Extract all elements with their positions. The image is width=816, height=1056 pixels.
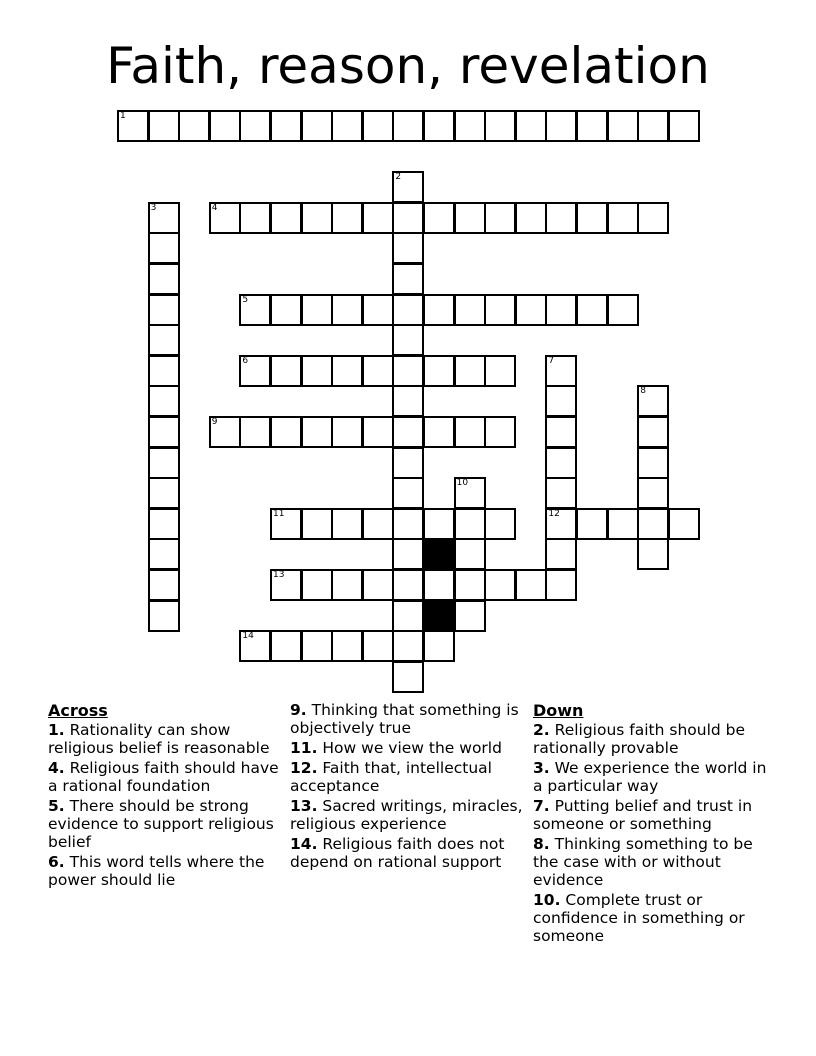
down-clues-column [533,701,769,947]
grid-cell[interactable] [270,355,302,387]
clue-item [48,853,284,889]
grid-cell[interactable] [392,447,424,479]
grid-cell[interactable] [392,232,424,264]
grid-cell[interactable] [392,385,424,417]
grid-cell[interactable] [148,477,180,509]
clue-text: How we view the world [317,739,502,757]
clue-item [48,759,284,795]
grid-cell[interactable] [484,355,516,387]
clue-text: Putting belief and trust in someone or something [533,797,753,833]
clue-number-label: 6. [48,853,65,871]
clue-number: 5 [242,294,249,305]
grid-cell[interactable] [331,508,363,540]
grid-cell[interactable] [545,477,577,509]
grid-cell[interactable] [637,538,669,570]
grid-cell[interactable] [362,508,394,540]
grid-cell[interactable] [148,569,180,601]
grid-cell[interactable] [148,202,180,234]
grid-cell[interactable] [392,538,424,570]
grid-cell[interactable] [454,538,486,570]
clue-text: Rationality can show religious belief is reasonable [48,721,270,757]
grid-cell[interactable] [637,447,669,479]
grid-cell[interactable] [209,110,241,142]
clue-number: 6 [242,355,249,366]
grid-cell[interactable] [392,202,424,234]
grid-cell[interactable] [637,110,669,142]
clue-number-label: 10. [533,891,561,909]
grid-cell[interactable] [392,661,424,693]
grid-cell[interactable] [484,416,516,448]
grid-cell[interactable] [545,447,577,479]
grid-cell[interactable] [668,508,700,540]
clue-item [533,835,769,889]
clue-text: Sacred writings, miracles, religious experience [290,797,523,833]
clue-number-label: 5. [48,797,65,815]
grid-cell[interactable] [454,416,486,448]
grid-cell[interactable] [392,263,424,295]
grid-cell[interactable] [454,477,486,509]
grid-cell[interactable] [392,416,424,448]
clue-number-label: 3. [533,759,550,777]
grid-cell[interactable] [423,294,455,326]
grid-cell[interactable] [148,232,180,264]
clue-item [48,797,284,851]
grid-cell[interactable] [239,294,271,326]
grid-cell[interactable] [239,416,271,448]
grid-cell[interactable] [423,355,455,387]
grid-cell[interactable] [362,569,394,601]
clue-number-label: 14. [290,835,318,853]
clue-text: Religious faith should be rationally provable [533,721,746,757]
puzzle-title: Faith, reason, revelation [106,37,710,95]
grid-cell[interactable] [454,355,486,387]
grid-cell[interactable] [270,630,302,662]
grid-cell[interactable] [545,385,577,417]
grid-cell[interactable] [148,508,180,540]
grid-cell[interactable] [423,630,455,662]
clue-item [290,797,526,833]
grid-cell[interactable] [148,110,180,142]
grid-cell[interactable] [148,447,180,479]
grid-cell[interactable] [392,324,424,356]
grid-cell[interactable] [117,110,149,142]
grid-cell[interactable] [423,508,455,540]
clue-number: 13 [273,570,285,580]
grid-cell[interactable] [392,477,424,509]
grid-cell[interactable] [270,294,302,326]
grid-cell[interactable] [270,569,302,601]
clue-number: 1 [120,111,126,121]
grid-cell[interactable] [637,508,669,540]
grid-cell[interactable] [148,600,180,632]
clue-item [290,759,526,795]
clue-text: Faith that, intellectual acceptance [290,759,492,795]
grid-cell[interactable] [392,630,424,662]
grid-cell[interactable] [392,294,424,326]
grid-cell[interactable] [637,416,669,448]
clue-text: There should be strong evidence to support religious belief [48,797,274,851]
clue-number: 12 [548,508,560,519]
grid-cell[interactable] [576,294,608,326]
grid-cell[interactable] [576,508,608,540]
grid-cell[interactable] [545,538,577,570]
grid-cell[interactable] [331,294,363,326]
grid-cell[interactable] [148,538,180,570]
grid-cell[interactable] [239,110,271,142]
clue-text: We experience the world in a particular way [533,759,767,795]
grid-cell[interactable] [545,508,577,540]
clue-number: 11 [273,508,285,519]
grid-cell[interactable] [301,110,333,142]
clue-text: Complete trust or confidence in something or someone [533,891,745,945]
grid-cell[interactable] [362,630,394,662]
grid-cell[interactable] [178,110,210,142]
grid-cell[interactable] [545,569,577,601]
clue-number: 2 [395,172,402,183]
grid-cell[interactable] [607,508,639,540]
grid-cell[interactable] [423,416,455,448]
clue-text: Thinking that something is objectively true [290,701,519,737]
grid-cell[interactable] [423,202,455,234]
grid-cell[interactable] [607,110,639,142]
grid-cell[interactable] [148,355,180,387]
clue-number-label: 1. [48,721,65,739]
clue-item [533,891,769,945]
clue-item [48,721,284,757]
grid-cell[interactable] [607,202,639,234]
grid-cell[interactable] [545,416,577,448]
grid-cell[interactable] [484,294,516,326]
grid-cell[interactable] [515,569,547,601]
clue-number-label: 4. [48,759,65,777]
clue-number: 3 [150,202,157,213]
grid-cell[interactable] [392,355,424,387]
clue-number: 8 [640,386,646,397]
grid-cell[interactable] [331,416,363,448]
grid-cell[interactable] [362,110,394,142]
grid-cell[interactable] [454,202,486,234]
grid-cell[interactable] [545,202,577,234]
across-clues-column-2 [290,701,526,873]
grid-cell[interactable] [301,569,333,601]
grid-cell[interactable] [148,324,180,356]
grid-cell[interactable] [301,630,333,662]
grid-cell[interactable] [545,110,577,142]
clue-number: 4 [211,202,218,213]
grid-cell[interactable] [362,294,394,326]
clue-text: Religious faith does not depend on rational support [290,835,505,871]
grid-cell[interactable] [148,294,180,326]
clue-number: 10 [456,478,469,489]
grid-cell[interactable] [576,202,608,234]
clue-item [290,739,526,757]
grid-cell[interactable] [301,294,333,326]
grid-cell[interactable] [454,110,486,142]
grid-cell[interactable] [637,477,669,509]
grid-cell[interactable] [239,630,271,662]
grid-cell[interactable] [484,569,516,601]
grid-cell[interactable] [301,202,333,234]
clue-number-label: 13. [290,797,318,815]
grid-cell[interactable] [484,202,516,234]
grid-cell[interactable] [515,294,547,326]
grid-cell[interactable] [331,202,363,234]
clue-item [290,835,526,871]
clue-number-label: 2. [533,721,550,739]
grid-cell[interactable] [637,385,669,417]
grid-cell[interactable] [148,385,180,417]
grid-cell[interactable] [270,508,302,540]
black-square [423,600,455,632]
grid-cell[interactable] [331,630,363,662]
grid-cell[interactable] [545,294,577,326]
black-square [423,538,455,570]
grid-cell[interactable] [362,202,394,234]
grid-cell[interactable] [668,110,700,142]
clue-item [533,721,769,757]
grid-cell[interactable] [484,508,516,540]
clue-number: 7 [548,355,555,366]
grid-cell[interactable] [454,508,486,540]
clue-number-label: 11. [290,739,318,757]
grid-cell[interactable] [331,569,363,601]
clue-number-label: 9. [290,701,307,719]
grid-cell[interactable] [239,202,271,234]
across-heading: Across [48,701,108,720]
grid-cell[interactable] [515,202,547,234]
grid-cell[interactable] [239,355,271,387]
grid-cell[interactable] [545,355,577,387]
grid-cell[interactable] [362,355,394,387]
grid-cell[interactable] [484,110,516,142]
grid-cell[interactable] [392,171,424,203]
across-clues-column-1 [48,701,284,891]
grid-cell[interactable] [270,110,302,142]
clue-number-label: 7. [533,797,550,815]
grid-cell[interactable] [637,202,669,234]
grid-cell[interactable] [392,508,424,540]
grid-cell[interactable] [515,110,547,142]
clue-number: 9 [211,417,218,427]
grid-cell[interactable] [423,110,455,142]
grid-cell[interactable] [331,110,363,142]
grid-cell[interactable] [270,202,302,234]
clue-item [533,759,769,795]
grid-cell[interactable] [209,416,241,448]
grid-cell[interactable] [454,569,486,601]
clue-number-label: 8. [533,835,550,853]
down-heading: Down [533,701,584,720]
clue-number: 14 [242,631,254,642]
grid-cell[interactable] [270,416,302,448]
clue-text: Religious faith should have a rational foundation [48,759,279,795]
grid-cell[interactable] [148,263,180,295]
clue-text: This word tells where the power should lie [48,853,265,889]
grid-cell[interactable] [423,569,455,601]
grid-cell[interactable] [392,600,424,632]
clue-text: Thinking something to be the case with or without evidence [533,835,753,889]
grid-cell[interactable] [148,416,180,448]
grid-cell[interactable] [362,416,394,448]
grid-cell[interactable] [576,110,608,142]
grid-cell[interactable] [301,416,333,448]
clue-item [533,797,769,833]
grid-cell[interactable] [301,508,333,540]
grid-cell[interactable] [209,202,241,234]
grid-cell[interactable] [607,294,639,326]
clue-item [290,701,526,737]
grid-cell[interactable] [454,600,486,632]
grid-cell[interactable] [392,110,424,142]
clue-number-label: 12. [290,759,318,777]
grid-cell[interactable] [331,355,363,387]
grid-cell[interactable] [392,569,424,601]
grid-cell[interactable] [301,355,333,387]
grid-cell[interactable] [454,294,486,326]
